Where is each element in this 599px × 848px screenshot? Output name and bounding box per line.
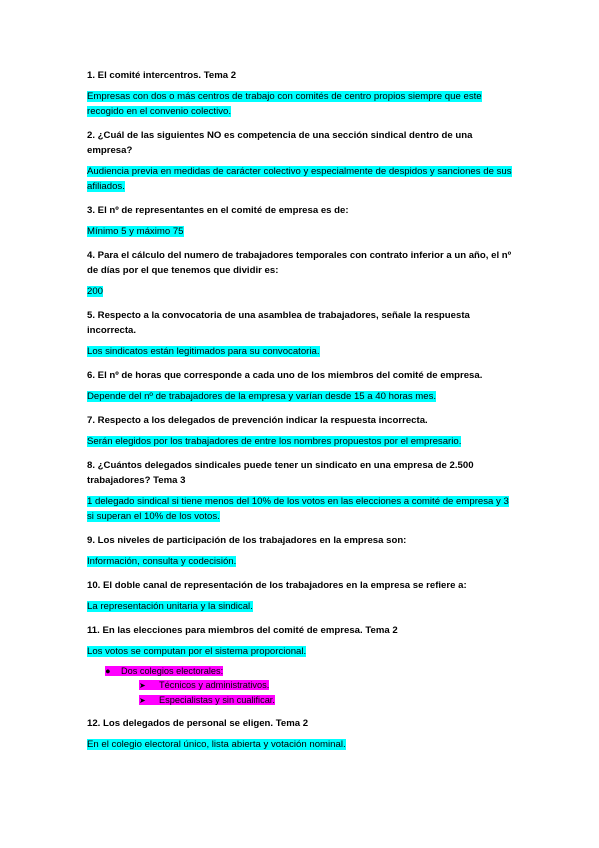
answer-3: Mínimo 5 y máximo 75 [87,226,184,237]
arrow-right-icon: ➤ [139,696,146,705]
question-8: 8. ¿Cuántos delegados sindicales puede tener un sindicato en una empresa de 2.500 trabajadores? Tema 3 [87,460,474,486]
question-7: 7. Respecto a los delegados de prevención indicar la respuesta incorrecta. [87,415,428,426]
question-4: 4. Para el cálculo del numero de trabajadores temporales con contrato inferior a un año, el nº de días por el que tenemos que dividir es: [87,250,512,276]
bullet-label: Dos colegios electorales: [121,666,224,676]
answer-10: La representación unitaria y la sindical. [87,601,253,612]
answer-7: Serán elegidos por los trabajadores de entre los nombres propuestos por el empresario. [87,436,462,447]
answer-1: Empresas con dos o más centros de trabajo con comités de centro propios siempre que este recogido en el convenio colectivo. [87,91,482,117]
answer-12: En el colegio electoral único, lista abierta y votación nominal. [87,739,346,750]
arrow-right-icon: ➤ [139,681,146,690]
answer-2: Audiencia previa en medidas de carácter colectivo y especialmente de despidos y sanciones de sus afiliados. [87,166,512,192]
sub-item-1 [87,678,517,693]
question-11: 11. En las elecciones para miembros del comité de empresa. Tema 2 [87,625,398,636]
answer-5: Los sindicatos están legitimados para su convocatoria. [87,346,320,357]
answer-8: 1 delegado sindical si tiene menos del 10% de los votos en las elecciones a comité de empresa y 3 si superan el 10% de los votos. [87,496,509,522]
answer-6: Depende del nº de trabajadores de la empresa y varían desde 15 a 40 horas mes. [87,391,437,402]
question-list [87,68,517,761]
question-9: 9. Los niveles de participación de los trabajadores en la empresa son: [87,535,407,546]
sub-item-label: Técnicos y administrativos. [159,680,270,690]
answer-4: 200 [87,286,104,297]
question-6: 6. El nº de horas que corresponde a cada uno de los miembros del comité de empresa. [87,370,483,381]
question-10: 10. El doble canal de representación de los trabajadores en la empresa se refiere a: [87,580,467,591]
question-1: 1. El comité intercentros. Tema 2 [87,70,237,81]
answer-11: Los votos se computan por el sistema proporcional. [87,646,307,657]
question-3: 3. El nº de representantes en el comité de empresa es de: [87,205,349,216]
sub-item-label: Especialistas y sin cualificar. [159,695,275,705]
bullet-dot-icon: ● [105,666,111,676]
sub-item-2 [87,693,517,708]
question-2: 2. ¿Cuál de las siguientes NO es competencia de una sección sindical dentro de una empresa? [87,130,473,156]
question-5: 5. Respecto a la convocatoria de una asamblea de trabajadores, señale la respuesta incorrecta. [87,310,470,336]
question-12: 12. Los delegados de personal se eligen. Tema 2 [87,718,309,729]
answer-9: Información, consulta y codecisión. [87,556,237,567]
bullet-item [87,664,517,678]
electoral-colleges-list [87,664,517,708]
